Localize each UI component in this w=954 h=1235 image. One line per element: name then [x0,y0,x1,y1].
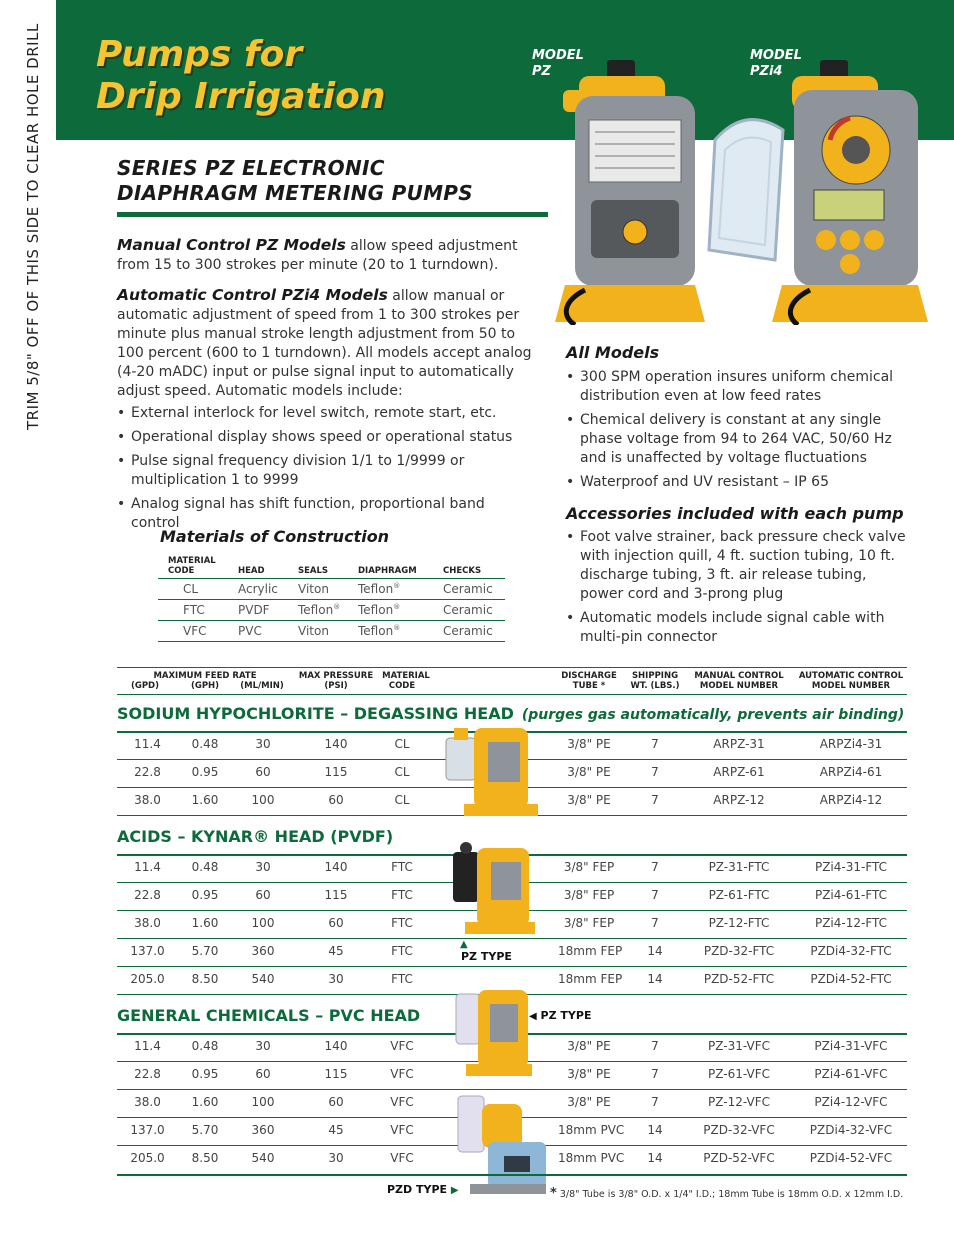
table-cell: 22.8 [134,765,161,779]
table-cell: FTC [391,888,413,902]
table-cell: FTC [158,600,228,621]
table-cell: PZi4-12-VFC [814,1095,888,1109]
table-cell: 3/8" PE [567,1039,611,1053]
table-cell: 3/8" PE [567,1067,611,1081]
table-cell: FTC [391,860,413,874]
table-cell: 205.0 [130,972,165,986]
table-cell: 3/8" PE [567,765,611,779]
table-cell: 45 [328,1123,344,1137]
table-cell: 8.50 [191,972,219,986]
tube-footnote [550,1186,903,1201]
table-cell: 7 [651,888,659,902]
model-pz-caption: MODEL [532,48,584,63]
table-cell: 100 [251,793,275,807]
table-cell: 14 [647,944,663,958]
series-heading-line-2: DIAPHRAGM METERING PUMPS [117,181,473,205]
pz-type-label-acids: PZ TYPE [461,950,512,963]
list-item: • Foot valve strainer, back pressure check valve with injection quill, 4 ft. suction tubing, 10 ft. discharge tubing, 3 ft. air release tubing, power cord and 3-prong plug [566,528,906,604]
table-cell: 3/8" PE [567,737,611,751]
table-cell: 14 [647,1151,663,1165]
table-cell: 137.0 [130,1123,165,1137]
series-heading [117,156,557,206]
col-gpd: (GPD) [130,681,160,691]
list-item: • Waterproof and UV resistant – IP 65 [566,473,911,492]
table-cell: 8.50 [191,1151,219,1165]
col-max-pressure: MAX PRESSURE [298,671,374,681]
table-cell: 0.95 [191,1067,219,1081]
series-divider [117,212,548,217]
table-cell: VFC [390,1095,414,1109]
table-cell: 140 [324,1039,348,1053]
table-cell: 0.48 [191,860,219,874]
table-cell: 60 [328,793,344,807]
header-top-rule [117,667,907,668]
col-mlmin: (ML/MIN) [240,681,284,691]
table-cell: Ceramic [433,579,505,600]
section-note: (purges gas automatically, prevents air binding) [521,707,905,723]
col-tube: TUBE * [572,681,606,691]
table-cell: 7 [651,860,659,874]
table-cell: PZ-12-FTC [708,916,770,930]
footnote-asterisk: * [550,1186,557,1201]
table-cell: 140 [324,737,348,751]
table-cell: 5.70 [191,944,219,958]
up-triangle-icon: ▲ [460,939,468,950]
table-cell: 7 [651,793,659,807]
section-title: SODIUM HYPOCHLORITE – DEGASSING HEAD [117,704,514,723]
degassing-pump-illustration [438,720,543,820]
table-cell: 38.0 [134,793,161,807]
all-models-list [566,368,911,497]
table-cell: 115 [324,1067,348,1081]
table-cell: 60 [255,1067,271,1081]
table-cell: 60 [255,765,271,779]
table-cell: PZDi4-32-VFC [809,1123,893,1137]
acid-pump-illustration [445,838,540,938]
table-cell: Acrylic [228,579,288,600]
table-cell: 7 [651,1067,659,1081]
table-cell: 360 [251,1123,275,1137]
cell-text: Teflon [358,603,394,617]
model-pzi4-caption: MODEL [750,48,802,63]
table-cell: 60 [328,916,344,930]
table-cell: 45 [328,944,344,958]
col-psi: (PSI) [324,681,348,691]
accessories-heading: Accessories included with each pump [566,504,904,523]
list-item: • External interlock for level switch, remote start, etc. [117,404,537,423]
table-cell: FTC [391,916,413,930]
section-acids [117,827,393,846]
table-cell: 18mm FEP [558,944,623,958]
table-cell: 7 [651,1039,659,1053]
table-cell: 115 [324,888,348,902]
table-cell: 30 [255,860,271,874]
accessories-list [566,528,906,652]
series-heading-line-1: SERIES PZ ELECTRONIC [117,156,385,180]
registered-mark: ® [393,624,401,632]
table-cell: 38.0 [134,1095,161,1109]
table-cell: 18mm PVC [558,1151,625,1165]
table-cell: CL [394,793,410,807]
table-cell: 3/8" PE [567,1095,611,1109]
col-discharge: DISCHARGE [561,671,617,681]
table-cell: 11.4 [134,860,161,874]
footnote-text: 3/8" Tube is 3/8" O.D. x 1/4" I.D.; 18mm Tube is 18mm O.D. x 12mm I.D. [559,1189,904,1200]
automatic-features-list [117,404,537,538]
col-diaphragm: DIAPHRAGM [348,554,433,579]
table-cell: Ceramic [433,600,505,621]
table-cell [348,600,433,621]
row-divider [117,966,907,967]
col-head: HEAD [228,554,288,579]
table-cell: PZ-61-VFC [708,1067,770,1081]
table-cell: 22.8 [134,888,161,902]
table-cell: PVDF [228,600,288,621]
model-pz-name: PZ [532,64,551,79]
pzd-type-label [387,1183,459,1196]
title-line-1: Pumps for [96,34,303,75]
table-cell: VFC [390,1123,414,1137]
table-cell: 11.4 [134,1039,161,1053]
table-cell: 3/8" FEP [563,860,615,874]
col-shipping: SHIPPING [631,671,679,681]
table-cell: 60 [328,1095,344,1109]
cell-text: Teflon [298,603,334,617]
col-code: CODE [388,681,416,691]
manual-models-lead: Manual Control PZ Models [117,236,346,254]
table-cell: CL [394,765,410,779]
table-cell: PZi4-12-FTC [814,916,888,930]
table-cell: FTC [391,972,413,986]
table-cell: 540 [251,1151,275,1165]
col-auto-control: AUTOMATIC CONTROL [798,671,904,681]
table-cell: 14 [647,1123,663,1137]
pzi4-pump-illustration [770,60,930,325]
table-cell: 3/8" FEP [563,888,615,902]
pzd-type-text: PZD TYPE [387,1183,448,1196]
table-cell: PZi4-31-VFC [814,1039,888,1053]
table-cell: 1.60 [191,1095,219,1109]
table-cell: 3/8" PE [567,793,611,807]
table-cell: 540 [251,972,275,986]
table-cell: PZi4-61-FTC [814,888,888,902]
automatic-models-text: allow manual or automatic adjustment of speed from 1 to 300 strokes per minute plus manual stroke length adjustment from 50 to 100 percent (600 to 1 turndown). All models accept analog (4-20 mADC) input or pulse signal input to automatically adjust speed. Automatic models include: [117,288,532,399]
table-cell: VFC [390,1039,414,1053]
table-cell: 30 [328,1151,344,1165]
pvc-pump-illustration [448,980,538,1080]
table-cell: PZD-52-FTC [703,972,775,986]
col-material-code: MATERIAL CODE [158,554,228,579]
table-cell: 140 [324,860,348,874]
table-cell: ARPZ-12 [713,793,765,807]
table-cell: 60 [255,888,271,902]
col-material: MATERIAL [382,671,430,681]
list-item: • Chemical delivery is constant at any single phase voltage from 94 to 264 VAC, 50/60 Hz and is unaffected by voltage fluctuations [566,411,911,468]
table-cell: 14 [647,972,663,986]
table-cell [348,621,433,642]
table-cell: 30 [255,737,271,751]
table-cell: 7 [651,1095,659,1109]
table-cell: VFC [390,1151,414,1165]
col-wt: WT. (LBS.) [630,681,680,691]
table-cell: 0.95 [191,888,219,902]
col-manual-model: MODEL NUMBER [699,681,779,691]
table-cell: 360 [251,944,275,958]
table-cell: 205.0 [130,1151,165,1165]
registered-mark: ® [393,582,401,590]
table-cell: CL [158,579,228,600]
table-cell: ARPZi4-31 [819,737,883,751]
manual-models-paragraph [117,236,547,275]
materials-heading: Materials of Construction [160,527,390,546]
registered-mark: ® [393,603,401,611]
table-cell: 100 [251,1095,275,1109]
table-row [158,600,505,621]
all-models-heading: All Models [566,343,660,362]
table-row [158,579,505,600]
table-cell: 137.0 [130,944,165,958]
table-cell: 5.70 [191,1123,219,1137]
table-cell: PZ-61-FTC [708,888,770,902]
registered-mark: ® [333,603,341,611]
table-cell: PZD-52-VFC [703,1151,775,1165]
list-item: • Analog signal has shift function, proportional band control [117,495,537,533]
pz-pump-illustration [555,60,705,325]
table-cell: PZ-31-FTC [708,860,770,874]
row-divider [117,938,907,939]
table-cell: PZ-12-VFC [708,1095,770,1109]
manual-models-text: allow speed adjustment from 15 to 300 strokes per minute (20 to 1 turndown). [117,238,518,273]
section-general-chemicals [117,1006,420,1025]
table-cell: 30 [255,1039,271,1053]
pzd-pump-illustration [448,1086,548,1196]
table-cell: 18mm FEP [558,972,623,986]
table-bottom-rule [117,1174,907,1176]
table-cell: 1.60 [191,916,219,930]
table-cell: PZi4-31-FTC [814,860,888,874]
table-cell: 38.0 [134,916,161,930]
table-cell: VFC [390,1067,414,1081]
table-cell: FTC [391,944,413,958]
table-cell: PZDi4-52-FTC [810,972,892,986]
col-manual-control: MANUAL CONTROL [694,671,784,681]
table-cell: PZ-31-VFC [708,1039,770,1053]
table-cell: ARPZ-61 [713,765,765,779]
section-title: ACIDS – KYNAR® HEAD (PVDF) [117,827,394,846]
table-cell: 1.60 [191,793,219,807]
table-cell: 18mm PVC [558,1123,625,1137]
table-cell: Ceramic [433,621,505,642]
left-triangle-icon: ◀ [529,1011,537,1022]
table-cell: Viton [288,621,348,642]
right-triangle-icon: ▶ [450,1185,459,1196]
table-cell: 22.8 [134,1067,161,1081]
table-cell: ARPZi4-12 [819,793,883,807]
table-cell: 30 [328,972,344,986]
cell-text: Teflon [358,582,394,596]
col-seals: SEALS [288,554,348,579]
trim-note: TRIM 5/8" OFF OF THIS SIDE TO CLEAR HOLE DRILL [24,23,42,430]
col-checks: CHECKS [433,554,505,579]
table-row [158,621,505,642]
table-cell: 0.48 [191,1039,219,1053]
col-gph: (GPH) [190,681,220,691]
pz-type-label-pvc [529,1009,591,1022]
table-cell: PZD-32-FTC [703,944,775,958]
table-cell: 7 [651,916,659,930]
table-cell: PZD-32-VFC [703,1123,775,1137]
list-item: • Operational display shows speed or operational status [117,428,537,447]
table-cell: VFC [158,621,228,642]
cell-text: Teflon [358,624,394,638]
table-cell: ARPZi4-61 [819,765,883,779]
table-cell: 0.48 [191,737,219,751]
table-cell [288,600,348,621]
pz-type-text: PZ TYPE [540,1009,592,1022]
table-cell: 0.95 [191,765,219,779]
table-cell: 3/8" FEP [563,916,615,930]
table-cell: PVC [228,621,288,642]
model-pzi4-name: PZi4 [750,64,783,79]
table-cell: 100 [251,916,275,930]
automatic-models-lead: Automatic Control PZi4 Models [117,286,388,304]
table-cell: 115 [324,765,348,779]
table-cell: PZDi4-52-VFC [809,1151,893,1165]
table-cell: ARPZ-31 [713,737,765,751]
materials-header-row [158,554,505,579]
table-cell: 7 [651,765,659,779]
list-item: • Automatic models include signal cable with multi-pin connector [566,609,906,647]
section-title: GENERAL CHEMICALS – PVC HEAD [117,1006,421,1025]
table-cell: Viton [288,579,348,600]
page-title [96,34,386,118]
table-cell [348,579,433,600]
materials-table [158,554,505,642]
table-cell: PZi4-61-VFC [814,1067,888,1081]
table-cell: PZDi4-32-FTC [810,944,892,958]
list-item: • 300 SPM operation insures uniform chemical distribution even at low feed rates [566,368,911,406]
table-cell: CL [394,737,410,751]
automatic-models-paragraph [117,286,539,401]
list-item: • Pulse signal frequency division 1/1 to 1/9999 or multiplication 1 to 9999 [117,452,537,490]
title-line-2: Drip Irrigation [96,76,386,117]
table-cell: 11.4 [134,737,161,751]
header-bottom-rule [117,694,907,695]
col-max-feed-rate: MAXIMUM FEED RATE [153,671,257,681]
table-cell: 7 [651,737,659,751]
col-auto-model: MODEL NUMBER [811,681,891,691]
